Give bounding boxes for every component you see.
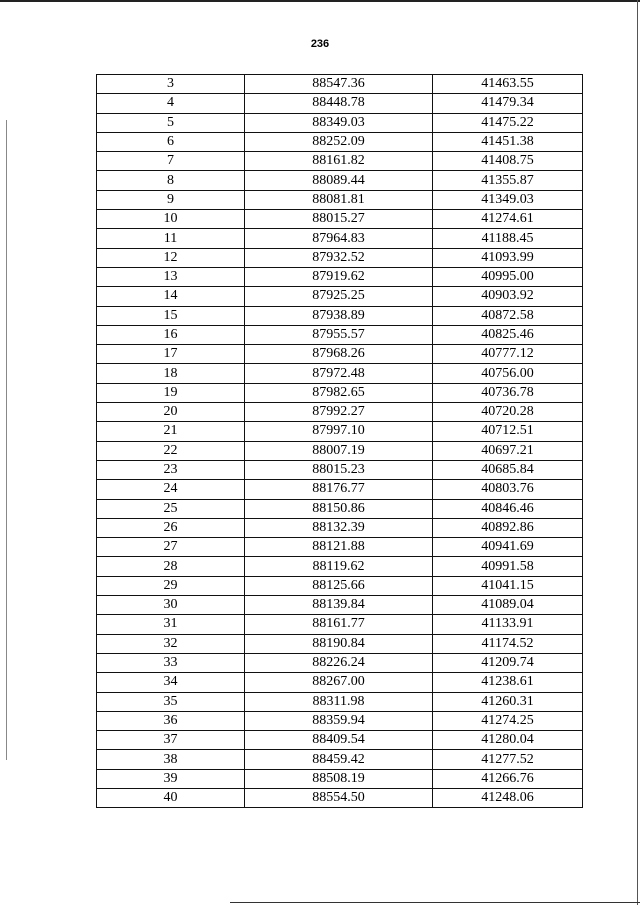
point-number-cell: 3 bbox=[97, 75, 245, 94]
point-number-cell: 15 bbox=[97, 306, 245, 325]
northing-cell: 40872.58 bbox=[433, 306, 583, 325]
easting-cell: 88132.39 bbox=[245, 518, 433, 537]
northing-cell: 41274.61 bbox=[433, 210, 583, 229]
point-number-cell: 4 bbox=[97, 94, 245, 113]
point-number-cell: 23 bbox=[97, 460, 245, 479]
easting-cell: 88015.23 bbox=[245, 460, 433, 479]
point-number-cell: 16 bbox=[97, 325, 245, 344]
northing-cell: 40991.58 bbox=[433, 557, 583, 576]
point-number-cell: 19 bbox=[97, 383, 245, 402]
northing-cell: 41041.15 bbox=[433, 576, 583, 595]
easting-cell: 88007.19 bbox=[245, 441, 433, 460]
point-number-cell: 24 bbox=[97, 480, 245, 499]
table-row bbox=[97, 422, 583, 441]
easting-cell: 88267.00 bbox=[245, 673, 433, 692]
easting-cell: 88252.09 bbox=[245, 132, 433, 151]
northing-cell: 40825.46 bbox=[433, 325, 583, 344]
point-number-cell: 17 bbox=[97, 345, 245, 364]
northing-cell: 41266.76 bbox=[433, 769, 583, 788]
point-number-cell: 32 bbox=[97, 634, 245, 653]
northing-cell: 41451.38 bbox=[433, 132, 583, 151]
point-number-cell: 38 bbox=[97, 750, 245, 769]
point-number-cell: 36 bbox=[97, 711, 245, 730]
point-number-cell: 29 bbox=[97, 576, 245, 595]
easting-cell: 88081.81 bbox=[245, 190, 433, 209]
northing-cell: 40712.51 bbox=[433, 422, 583, 441]
easting-cell: 87932.52 bbox=[245, 248, 433, 267]
northing-cell: 40756.00 bbox=[433, 364, 583, 383]
easting-cell: 88448.78 bbox=[245, 94, 433, 113]
northing-cell: 40803.76 bbox=[433, 480, 583, 499]
table-row bbox=[97, 731, 583, 750]
northing-cell: 41349.03 bbox=[433, 190, 583, 209]
northing-cell: 40720.28 bbox=[433, 403, 583, 422]
table-row bbox=[97, 596, 583, 615]
northing-cell: 41277.52 bbox=[433, 750, 583, 769]
table-row bbox=[97, 653, 583, 672]
point-number-cell: 35 bbox=[97, 692, 245, 711]
easting-cell: 88089.44 bbox=[245, 171, 433, 190]
easting-cell: 88119.62 bbox=[245, 557, 433, 576]
point-number-cell: 37 bbox=[97, 731, 245, 750]
point-number-cell: 27 bbox=[97, 538, 245, 557]
page-number: 236 bbox=[310, 38, 330, 50]
northing-cell: 40941.69 bbox=[433, 538, 583, 557]
point-number-cell: 10 bbox=[97, 210, 245, 229]
northing-cell: 40777.12 bbox=[433, 345, 583, 364]
point-number-cell: 12 bbox=[97, 248, 245, 267]
easting-cell: 88176.77 bbox=[245, 480, 433, 499]
table-body bbox=[97, 75, 583, 808]
table-row bbox=[97, 441, 583, 460]
easting-cell: 87968.26 bbox=[245, 345, 433, 364]
page-left-edge bbox=[6, 120, 7, 760]
northing-cell: 40697.21 bbox=[433, 441, 583, 460]
northing-cell: 41188.45 bbox=[433, 229, 583, 248]
table-row bbox=[97, 325, 583, 344]
northing-cell: 41274.25 bbox=[433, 711, 583, 730]
table-row bbox=[97, 460, 583, 479]
easting-cell: 88125.66 bbox=[245, 576, 433, 595]
table-row bbox=[97, 557, 583, 576]
easting-cell: 88349.03 bbox=[245, 113, 433, 132]
table-row bbox=[97, 499, 583, 518]
northing-cell: 41238.61 bbox=[433, 673, 583, 692]
point-number-cell: 6 bbox=[97, 132, 245, 151]
point-number-cell: 18 bbox=[97, 364, 245, 383]
northing-cell: 41475.22 bbox=[433, 113, 583, 132]
table-row bbox=[97, 132, 583, 151]
northing-cell: 41260.31 bbox=[433, 692, 583, 711]
table-row bbox=[97, 210, 583, 229]
point-number-cell: 25 bbox=[97, 499, 245, 518]
point-number-cell: 30 bbox=[97, 596, 245, 615]
point-number-cell: 39 bbox=[97, 769, 245, 788]
northing-cell: 41408.75 bbox=[433, 152, 583, 171]
easting-cell: 88015.27 bbox=[245, 210, 433, 229]
page-bottom-border bbox=[230, 902, 640, 903]
table-row bbox=[97, 480, 583, 499]
point-number-cell: 9 bbox=[97, 190, 245, 209]
easting-cell: 87919.62 bbox=[245, 267, 433, 286]
northing-cell: 41174.52 bbox=[433, 634, 583, 653]
easting-cell: 88508.19 bbox=[245, 769, 433, 788]
easting-cell: 87955.57 bbox=[245, 325, 433, 344]
northing-cell: 41133.91 bbox=[433, 615, 583, 634]
table-row bbox=[97, 769, 583, 788]
northing-cell: 40736.78 bbox=[433, 383, 583, 402]
point-number-cell: 7 bbox=[97, 152, 245, 171]
easting-cell: 87925.25 bbox=[245, 287, 433, 306]
point-number-cell: 5 bbox=[97, 113, 245, 132]
easting-cell: 87964.83 bbox=[245, 229, 433, 248]
point-number-cell: 8 bbox=[97, 171, 245, 190]
table-row bbox=[97, 538, 583, 557]
table-row bbox=[97, 190, 583, 209]
easting-cell: 87972.48 bbox=[245, 364, 433, 383]
table-row bbox=[97, 94, 583, 113]
northing-cell: 40892.86 bbox=[433, 518, 583, 537]
table-row bbox=[97, 383, 583, 402]
table-row bbox=[97, 692, 583, 711]
table-row bbox=[97, 248, 583, 267]
northing-cell: 40995.00 bbox=[433, 267, 583, 286]
point-number-cell: 20 bbox=[97, 403, 245, 422]
point-number-cell: 22 bbox=[97, 441, 245, 460]
northing-cell: 40846.46 bbox=[433, 499, 583, 518]
coordinates-table bbox=[96, 74, 583, 808]
easting-cell: 87992.27 bbox=[245, 403, 433, 422]
easting-cell: 88139.84 bbox=[245, 596, 433, 615]
easting-cell: 88161.82 bbox=[245, 152, 433, 171]
northing-cell: 40903.92 bbox=[433, 287, 583, 306]
page-top-border bbox=[0, 0, 640, 6]
easting-cell: 88226.24 bbox=[245, 653, 433, 672]
easting-cell: 88150.86 bbox=[245, 499, 433, 518]
northing-cell: 40685.84 bbox=[433, 460, 583, 479]
table-row bbox=[97, 615, 583, 634]
easting-cell: 87997.10 bbox=[245, 422, 433, 441]
table-row bbox=[97, 152, 583, 171]
table-row bbox=[97, 673, 583, 692]
northing-cell: 41093.99 bbox=[433, 248, 583, 267]
point-number-cell: 28 bbox=[97, 557, 245, 576]
table-row bbox=[97, 518, 583, 537]
table-row bbox=[97, 364, 583, 383]
table-row bbox=[97, 306, 583, 325]
table-row bbox=[97, 171, 583, 190]
table-row bbox=[97, 229, 583, 248]
page-right-border bbox=[637, 0, 638, 905]
easting-cell: 87982.65 bbox=[245, 383, 433, 402]
easting-cell: 88554.50 bbox=[245, 788, 433, 807]
table-row bbox=[97, 75, 583, 94]
table-row bbox=[97, 403, 583, 422]
point-number-cell: 13 bbox=[97, 267, 245, 286]
easting-cell: 88409.54 bbox=[245, 731, 433, 750]
point-number-cell: 11 bbox=[97, 229, 245, 248]
point-number-cell: 14 bbox=[97, 287, 245, 306]
easting-cell: 88161.77 bbox=[245, 615, 433, 634]
northing-cell: 41479.34 bbox=[433, 94, 583, 113]
northing-cell: 41355.87 bbox=[433, 171, 583, 190]
table-row bbox=[97, 267, 583, 286]
table-row bbox=[97, 345, 583, 364]
table-row bbox=[97, 576, 583, 595]
point-number-cell: 33 bbox=[97, 653, 245, 672]
point-number-cell: 31 bbox=[97, 615, 245, 634]
point-number-cell: 21 bbox=[97, 422, 245, 441]
easting-cell: 88459.42 bbox=[245, 750, 433, 769]
easting-cell: 87938.89 bbox=[245, 306, 433, 325]
easting-cell: 88359.94 bbox=[245, 711, 433, 730]
table-row bbox=[97, 634, 583, 653]
table-row bbox=[97, 113, 583, 132]
table-row bbox=[97, 711, 583, 730]
northing-cell: 41209.74 bbox=[433, 653, 583, 672]
table-row bbox=[97, 750, 583, 769]
northing-cell: 41280.04 bbox=[433, 731, 583, 750]
table-row bbox=[97, 788, 583, 807]
point-number-cell: 40 bbox=[97, 788, 245, 807]
point-number-cell: 34 bbox=[97, 673, 245, 692]
easting-cell: 88121.88 bbox=[245, 538, 433, 557]
easting-cell: 88547.36 bbox=[245, 75, 433, 94]
northing-cell: 41248.06 bbox=[433, 788, 583, 807]
point-number-cell: 26 bbox=[97, 518, 245, 537]
northing-cell: 41089.04 bbox=[433, 596, 583, 615]
table-row bbox=[97, 287, 583, 306]
easting-cell: 88311.98 bbox=[245, 692, 433, 711]
northing-cell: 41463.55 bbox=[433, 75, 583, 94]
easting-cell: 88190.84 bbox=[245, 634, 433, 653]
